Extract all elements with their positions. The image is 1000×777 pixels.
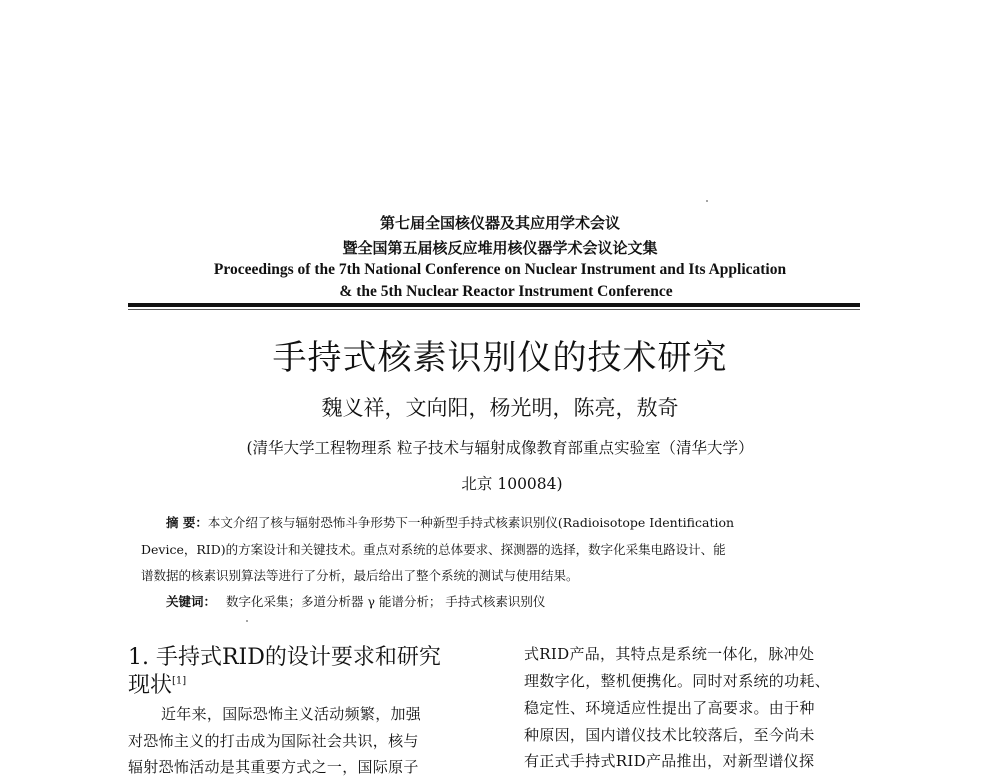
keywords-text: 数字化采集；多道分析器 γ 能谱分析； 手持式核素识别仪 bbox=[226, 594, 546, 609]
scan-speck bbox=[706, 200, 708, 202]
conference-header-cn-2: 暨全国第五届核反应堆用核仪器学术会议论文集 bbox=[342, 239, 658, 257]
header-rule-thin bbox=[128, 309, 860, 310]
keywords bbox=[166, 592, 545, 610]
section-heading-text: 现状 bbox=[128, 673, 173, 698]
paper-authors: 魏义祥，文向阳，杨光明，陈亮，敖奇 bbox=[321, 396, 679, 420]
scan-speck bbox=[246, 620, 248, 622]
abstract-label: 摘 要： bbox=[166, 515, 208, 530]
right-col-line-2: 理数字化，整机便携化。同时对系统的功耗、 bbox=[524, 672, 831, 690]
right-col-line-4: 种原因，国内谱仪技术比较落后，至今尚未 bbox=[524, 726, 815, 744]
right-col-line-5: 有正式手持式RID产品推出，对新型谱仪探 bbox=[524, 752, 815, 770]
section-heading-line-2 bbox=[128, 668, 186, 699]
section-heading-ref: [1] bbox=[172, 675, 187, 687]
conference-header-cn-1: 第七届全国核仪器及其应用学术会议 bbox=[379, 214, 620, 232]
keywords-label: 关键词： bbox=[166, 594, 217, 609]
conference-header-en-1: Proceedings of the 7th National Conference on Nuclear Instrument and Its Application bbox=[213, 261, 787, 278]
abstract-line-1 bbox=[166, 513, 734, 531]
right-col-line-3: 稳定性、环境适应性提出了高要求。由于种 bbox=[524, 699, 815, 717]
conference-header-en-2: & the 5th Nuclear Reactor Instrument Conference bbox=[339, 283, 673, 300]
paper-affiliation: (清华大学工程物理系 粒子技术与辐射成像教育部重点实验室（清华大学） bbox=[246, 439, 754, 457]
left-col-line-1: 近年来，国际恐怖主义活动频繁，加强 bbox=[161, 705, 422, 723]
right-col-line-1: 式RID产品，其特点是系统一体化，脉冲处 bbox=[524, 645, 815, 663]
abstract-text-1: 本文介绍了核与辐射恐怖斗争形势下一种新型手持式核素识别仪(Radioisotope Identification bbox=[207, 515, 735, 530]
abstract-line-3: 谱数据的核素识别算法等进行了分析，最后给出了整个系统的测试与使用结果。 bbox=[141, 568, 579, 583]
paper-title: 手持式核素识别仪的技术研究 bbox=[272, 338, 728, 378]
abstract-line-2: Device，RID)的方案设计和关键技术。重点对系统的总体要求、探测器的选择，数字化采集电路设计、能 bbox=[141, 542, 726, 557]
header-rule-thick bbox=[128, 303, 860, 307]
left-col-line-2: 对恐怖主义的打击成为国际社会共识，核与 bbox=[128, 732, 419, 750]
paper-address: 北京 100084) bbox=[461, 475, 563, 493]
left-col-line-3: 辐射恐怖活动是其重要方式之一，国际原子 bbox=[128, 758, 419, 776]
section-heading-line-1: 1. 手持式RID的设计要求和研究 bbox=[128, 645, 441, 670]
